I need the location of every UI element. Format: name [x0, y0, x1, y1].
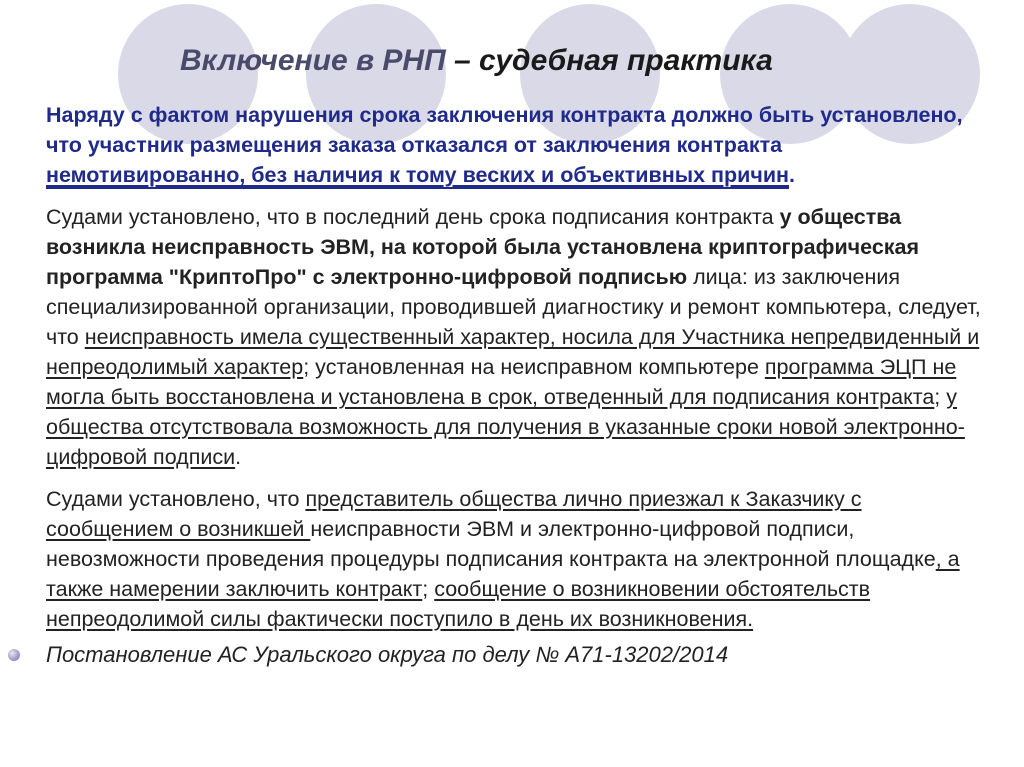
para3-underlined-2: , а также намерении заключить контракт — [46, 547, 960, 601]
para3-s5: ; — [422, 577, 435, 601]
title-part-2: судебная практика — [479, 44, 773, 77]
para2-s3: лица: из заключения специализированной организации, проводившей диагностику и ремонт компьютера, следует, что — [46, 265, 981, 349]
para2-underlined-3: у общества отсутствовала возможность для получения в указанные сроки новой электронно-цифровой подписи — [46, 385, 965, 469]
para2-s1: Судами установлено, что в последний день срока подписания контракта — [46, 205, 780, 229]
para1-text-1: Наряду с фактом нарушения срока заключения контракта должно быть установлено, что участник размещения заказа отказался от заключения контракта — [46, 103, 963, 157]
para3-s3: неисправности ЭВМ и электронно-цифровой подписи, невозможности проведения процедуры подписания контракта на электронной площадке — [46, 517, 936, 571]
para2-underlined-1: неисправность имела существенный характер, носила для Участника непредвиденный и непреодолимый характер — [46, 325, 980, 379]
para3-underlined-3: сообщение о возникновении обстоятельств непреодолимой силы фактически поступило в день их возникновения. — [46, 577, 871, 631]
slide-body — [46, 100, 986, 692]
para1-underlined: немотивированно, без наличия к тому веских и объективных причин — [46, 163, 790, 187]
court-reference — [46, 640, 986, 670]
para2-bold: у общества возникла неисправность ЭВМ, на которой была установлена криптографическая программа "КриптоПро" с электронно-цифровой подписью — [46, 205, 920, 289]
title-dash: – — [445, 44, 480, 77]
title-part-1: Включение в РНП — [180, 44, 446, 77]
para2-underlined-2: программа ЭЦП не могла быть восстановлена и установлена в срок, отведенный для подписания контракта — [46, 355, 957, 409]
para3-underlined-1: представитель общества лично приезжал к Заказчику с сообщением о возникшей — [46, 487, 862, 541]
bullet-icon — [8, 649, 20, 661]
paragraph-3 — [46, 484, 986, 634]
paragraph-1 — [46, 100, 986, 190]
para2-s5: ; установленная на неисправном компьютере — [303, 355, 765, 379]
para2-s9: . — [235, 445, 242, 469]
reference-text: Постановление АС Уральского округа по делу № А71-13202/2014 — [46, 642, 729, 667]
paragraph-2 — [46, 202, 986, 472]
slide-title — [180, 44, 773, 88]
para3-s1: Судами установлено, что — [46, 487, 306, 511]
para1-text-3: . — [789, 163, 796, 187]
para2-s7: ; — [934, 385, 947, 409]
